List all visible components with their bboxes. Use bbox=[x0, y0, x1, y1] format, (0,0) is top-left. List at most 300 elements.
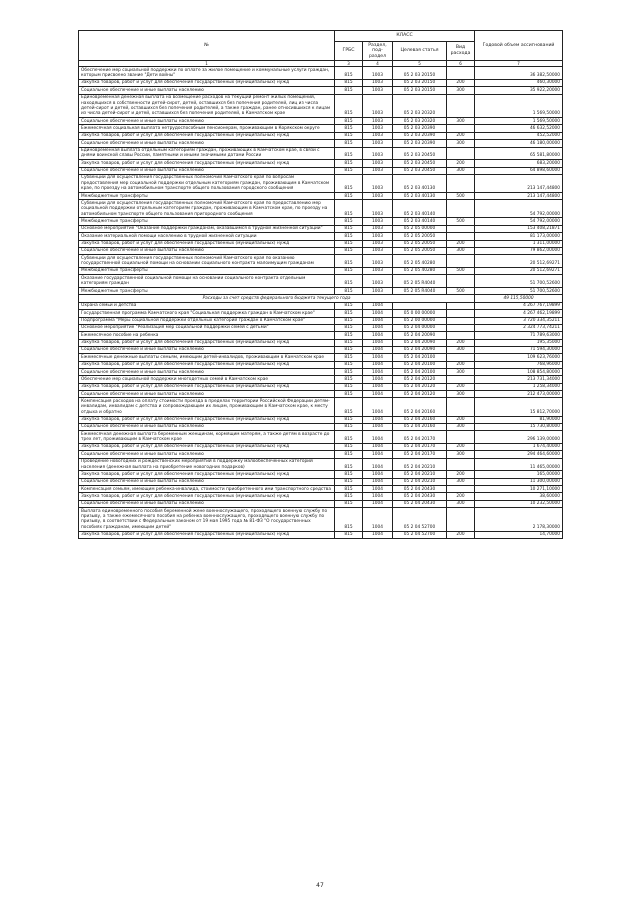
cell-name: Социальное обеспечение и иные выплаты населению bbox=[79, 478, 335, 485]
cell-target: 05 2 04 20100 bbox=[393, 369, 447, 376]
table-row bbox=[79, 94, 563, 117]
cell-target: 05 2 05 R4040 bbox=[393, 275, 447, 288]
cell-target: 05 2 03 20150 bbox=[393, 79, 447, 86]
table-row bbox=[79, 247, 563, 254]
cell-expense-type: 500 bbox=[447, 218, 475, 225]
cell-expense-type bbox=[447, 324, 475, 331]
cell-name: Закупка товаров, работ и услуг для обеспечения государственных (муниципальных) нужд bbox=[79, 443, 335, 450]
cell-expense-type: 500 bbox=[447, 267, 475, 274]
cell-section: 1004 bbox=[363, 302, 393, 309]
cell-grbs: 815 bbox=[335, 339, 363, 346]
table-row bbox=[79, 458, 563, 471]
header-grbs: ГРБС bbox=[335, 42, 363, 61]
cell-amount: 213 147,44800 bbox=[475, 174, 563, 192]
cell-section: 1004 bbox=[363, 416, 393, 423]
table-row bbox=[79, 255, 563, 268]
cell-section: 1004 bbox=[363, 376, 393, 383]
cell-section: 1004 bbox=[363, 391, 393, 398]
cell-target: 05 2 00 00000 bbox=[393, 317, 447, 324]
cell-expense-type bbox=[447, 94, 475, 117]
cell-name: Межбюджетные трансферты bbox=[79, 288, 335, 295]
cell-expense-type: 300 bbox=[447, 478, 475, 485]
table-subtotal-row bbox=[79, 295, 563, 302]
cell-amount: 213 147,44800 bbox=[475, 193, 563, 200]
cell-name: Обеспечение мер социальной поддержки по оплате за жилое помещение и коммунальные услуги граждан, которым присвоено звание "Дети войны" bbox=[79, 67, 335, 80]
cell-target: 05 2 04 20430 bbox=[393, 493, 447, 500]
cell-target: 05 2 03 20390 bbox=[393, 132, 447, 139]
cell-expense-type: 200 bbox=[447, 531, 475, 538]
cell-grbs: 815 bbox=[335, 118, 363, 125]
cell-section: 1003 bbox=[363, 132, 393, 139]
table-row bbox=[79, 132, 563, 139]
cell-expense-type: 200 bbox=[447, 416, 475, 423]
cell-target: 05 2 03 20150 bbox=[393, 67, 447, 80]
table-row bbox=[79, 486, 563, 493]
cell-section: 1004 bbox=[363, 354, 393, 361]
header-code-group: КЛАСС bbox=[335, 31, 475, 42]
cell-target: 05 2 04 20160 bbox=[393, 416, 447, 423]
table-row bbox=[79, 451, 563, 458]
table-row bbox=[79, 125, 563, 132]
cell-grbs: 815 bbox=[335, 193, 363, 200]
cell-target: 05 2 04 20430 bbox=[393, 486, 447, 493]
cell-expense-type bbox=[447, 317, 475, 324]
table-row bbox=[79, 79, 563, 86]
cell-amount: 49 115,50000 bbox=[475, 295, 563, 302]
table-body bbox=[79, 67, 563, 539]
cell-name: Компенсация расходов на оплату стоимости проезда в пределах территории Российской Федерации детям-инвалидам, инвалидам с детства и сопровождающим их лицам, проживающим в Камчатском крае, к месту отдыха и обратно bbox=[79, 398, 335, 416]
cell-expense-type: 200 bbox=[447, 160, 475, 167]
cell-target: 05 2 04 20100 bbox=[393, 361, 447, 368]
table-row bbox=[79, 391, 563, 398]
table-row bbox=[79, 275, 563, 288]
cell-target: 05 2 04 20430 bbox=[393, 500, 447, 507]
cell-target: 05 2 03 40140 bbox=[393, 218, 447, 225]
cell-expense-type: 200 bbox=[447, 240, 475, 247]
cell-target: 05 2 05 40280 bbox=[393, 267, 447, 274]
cell-name: Компенсация семьям, имеющим ребенка-инвалида, стоимости приобретенного ими транспортного средства bbox=[79, 486, 335, 493]
cell-name: Закупка товаров, работ и услуг для обеспечения государственных (муниципальных) нужд bbox=[79, 240, 335, 247]
header-target: Целевая статья bbox=[393, 42, 447, 61]
cell-grbs: 815 bbox=[335, 174, 363, 192]
table-row bbox=[79, 317, 563, 324]
cell-expense-type bbox=[447, 431, 475, 444]
table-row bbox=[79, 225, 563, 232]
cell-grbs: 815 bbox=[335, 486, 363, 493]
table-row bbox=[79, 324, 563, 331]
cell-target: 05 2 05 20050 bbox=[393, 233, 447, 240]
cell-name: Социальное обеспечение и иные выплаты населению bbox=[79, 391, 335, 398]
cell-expense-type: 300 bbox=[447, 346, 475, 353]
cell-grbs: 815 bbox=[335, 125, 363, 132]
cell-target: 05 2 04 20120 bbox=[393, 376, 447, 383]
budget-table bbox=[78, 30, 563, 539]
cell-name: Закупка товаров, работ и услуг для обеспечения государственных (муниципальных) нужд bbox=[79, 531, 335, 538]
cell-section: 1003 bbox=[363, 167, 393, 174]
cell-amount: 81,90000 bbox=[475, 416, 563, 423]
cell-target: 05 2 04 20210 bbox=[393, 478, 447, 485]
cell-grbs: 815 bbox=[335, 376, 363, 383]
cell-name: Государственная программа Камчатского края "Социальная поддержка граждан в Камчатском крае" bbox=[79, 310, 335, 317]
table-row bbox=[79, 288, 563, 295]
cell-name: Межбюджетные трансферты bbox=[79, 193, 335, 200]
cell-target: 05 2 04 20160 bbox=[393, 398, 447, 416]
cell-expense-type: 200 bbox=[447, 339, 475, 346]
cell-target: 05 2 04 20090 bbox=[393, 346, 447, 353]
header-expense-type: Вид расхода bbox=[447, 42, 475, 61]
cell-expense-type: 200 bbox=[447, 383, 475, 390]
cell-section: 1004 bbox=[363, 398, 393, 416]
cell-section: 1004 bbox=[363, 310, 393, 317]
cell-name: Социальное обеспечение и иные выплаты населению bbox=[79, 167, 335, 174]
cell-grbs: 815 bbox=[335, 267, 363, 274]
cell-expense-type bbox=[447, 255, 475, 268]
table-row bbox=[79, 310, 563, 317]
table-row bbox=[79, 376, 563, 383]
cell-expense-type bbox=[447, 275, 475, 288]
cell-grbs: 815 bbox=[335, 310, 363, 317]
budget-table-frame bbox=[78, 30, 562, 539]
cell-target: 05 2 04 52700 bbox=[393, 508, 447, 531]
cell-target: 05 2 04 20090 bbox=[393, 339, 447, 346]
cell-grbs: 815 bbox=[335, 391, 363, 398]
table-row bbox=[79, 398, 563, 416]
cell-name: Межбюджетные трансферты bbox=[79, 267, 335, 274]
cell-grbs: 815 bbox=[335, 531, 363, 538]
cell-amount: 1 258,34000 bbox=[475, 383, 563, 390]
cell-grbs: 815 bbox=[335, 240, 363, 247]
table-row bbox=[79, 67, 563, 80]
table-row bbox=[79, 87, 563, 94]
table-row bbox=[79, 478, 563, 485]
cell-grbs: 815 bbox=[335, 233, 363, 240]
column-number: 7 bbox=[475, 61, 563, 67]
column-number: 1 bbox=[79, 61, 335, 67]
cell-target: 05 2 03 20150 bbox=[393, 87, 447, 94]
cell-target: 05 2 04 20210 bbox=[393, 458, 447, 471]
cell-amount: 36 382,50000 bbox=[475, 67, 563, 80]
cell-amount: 81 173,00000 bbox=[475, 233, 563, 240]
table-row bbox=[79, 332, 563, 339]
cell-expense-type: 300 bbox=[447, 247, 475, 254]
cell-section: 1003 bbox=[363, 160, 393, 167]
cell-target: 05 2 03 20450 bbox=[393, 167, 447, 174]
cell-grbs: 815 bbox=[335, 471, 363, 478]
cell-target: 05 2 03 40130 bbox=[393, 174, 447, 192]
cell-name: Социальное обеспечение и иные выплаты населению bbox=[79, 247, 335, 254]
cell-expense-type bbox=[447, 233, 475, 240]
cell-expense-type: 300 bbox=[447, 500, 475, 507]
column-number: 3 bbox=[335, 61, 363, 67]
cell-grbs: 815 bbox=[335, 451, 363, 458]
cell-name: Закупка товаров, работ и услуг для обеспечения государственных (муниципальных) нужд bbox=[79, 471, 335, 478]
cell-section: 1003 bbox=[363, 94, 393, 117]
cell-target: 05 2 04 20170 bbox=[393, 431, 447, 444]
cell-name: Социальное обеспечение и иные выплаты населению bbox=[79, 500, 335, 507]
cell-amount: 212 473,00000 bbox=[475, 391, 563, 398]
cell-expense-type: 500 bbox=[447, 288, 475, 295]
cell-note: Расходы за счет средств федерального бюджета текущего года bbox=[79, 295, 475, 302]
cell-amount: 4 267 462,19899 bbox=[475, 310, 563, 317]
cell-target: 05 2 04 20120 bbox=[393, 391, 447, 398]
cell-expense-type bbox=[447, 310, 475, 317]
cell-section: 1003 bbox=[363, 125, 393, 132]
table-row bbox=[79, 431, 563, 444]
table-row bbox=[79, 531, 563, 538]
table-row bbox=[79, 193, 563, 200]
table-row bbox=[79, 118, 563, 125]
cell-section: 1004 bbox=[363, 471, 393, 478]
cell-section: 1003 bbox=[363, 87, 393, 94]
cell-target bbox=[393, 302, 447, 309]
cell-expense-type: 200 bbox=[447, 132, 475, 139]
table-row bbox=[79, 233, 563, 240]
cell-name: Единовременная выплата отдельным категориям граждан, проживающих в Камчатском крае, в связи с днями воинской славы России, памятными и иными значимыми датами России bbox=[79, 147, 335, 160]
cell-target: 05 2 04 20100 bbox=[393, 354, 447, 361]
cell-amount: 213 731,34000 bbox=[475, 376, 563, 383]
cell-expense-type: 200 bbox=[447, 79, 475, 86]
cell-section: 1004 bbox=[363, 458, 393, 471]
table-row bbox=[79, 354, 563, 361]
cell-expense-type bbox=[447, 174, 475, 192]
table-row bbox=[79, 500, 563, 507]
cell-section: 1004 bbox=[363, 369, 393, 376]
cell-target: 05 2 04 20120 bbox=[393, 383, 447, 390]
table-row bbox=[79, 423, 563, 430]
cell-name: Закупка товаров, работ и услуг для обеспечения государственных (муниципальных) нужд bbox=[79, 132, 335, 139]
cell-expense-type: 300 bbox=[447, 118, 475, 125]
cell-name: Социальное обеспечение и иные выплаты населению bbox=[79, 87, 335, 94]
cell-expense-type: 300 bbox=[447, 451, 475, 458]
cell-name: Закупка товаров, работ и услуг для обеспечения государственных (муниципальных) нужд bbox=[79, 160, 335, 167]
cell-section: 1004 bbox=[363, 383, 393, 390]
cell-grbs: 815 bbox=[335, 508, 363, 531]
cell-grbs: 815 bbox=[335, 247, 363, 254]
column-number: 6 bbox=[447, 61, 475, 67]
cell-amount: 683,20000 bbox=[475, 160, 563, 167]
cell-amount: 195,35000 bbox=[475, 339, 563, 346]
cell-expense-type: 200 bbox=[447, 471, 475, 478]
table-row bbox=[79, 240, 563, 247]
cell-target: 05 2 04 20170 bbox=[393, 451, 447, 458]
cell-name: Субвенции для осуществления государственных полномочий Камчатского края по вопросам предоставления мер социальной поддержки отдельным категориям граждан, проживающим в Камчатском крае, по проезду на автомобильном транспорте общего пользования городского сообщения bbox=[79, 174, 335, 192]
cell-section: 1003 bbox=[363, 240, 393, 247]
cell-grbs: 815 bbox=[335, 79, 363, 86]
cell-amount: 51 700,52600 bbox=[475, 288, 563, 295]
cell-grbs: 815 bbox=[335, 500, 363, 507]
cell-expense-type bbox=[447, 332, 475, 339]
cell-expense-type bbox=[447, 458, 475, 471]
cell-amount: 35 922,20000 bbox=[475, 87, 563, 94]
cell-name: Ежемесячные денежные выплаты семьям, имеющим детей-инвалидов, проживающим в Камчатском крае bbox=[79, 354, 335, 361]
cell-amount: 460,30000 bbox=[475, 79, 563, 86]
cell-expense-type bbox=[447, 125, 475, 132]
cell-amount: 20 512,69271 bbox=[475, 267, 563, 274]
cell-expense-type bbox=[447, 67, 475, 80]
cell-section: 1004 bbox=[363, 508, 393, 531]
cell-section: 1003 bbox=[363, 193, 393, 200]
cell-amount: 51 700,52600 bbox=[475, 275, 563, 288]
cell-section: 1003 bbox=[363, 147, 393, 160]
cell-name: Охрана семьи и детства bbox=[79, 302, 335, 309]
column-number: 5 bbox=[393, 61, 447, 67]
page-number: 47 bbox=[316, 882, 324, 889]
cell-grbs: 815 bbox=[335, 369, 363, 376]
cell-name: Закупка товаров, работ и услуг для обеспечения государственных (муниципальных) нужд bbox=[79, 416, 335, 423]
cell-expense-type: 500 bbox=[447, 193, 475, 200]
cell-target: 05 2 05 20050 bbox=[393, 247, 447, 254]
cell-grbs: 815 bbox=[335, 443, 363, 450]
cell-section: 1004 bbox=[363, 493, 393, 500]
cell-grbs: 815 bbox=[335, 67, 363, 80]
cell-expense-type bbox=[447, 354, 475, 361]
cell-section: 1003 bbox=[363, 140, 393, 147]
cell-amount: 1 569,50000 bbox=[475, 118, 563, 125]
cell-name: Закупка товаров, работ и услуг для обеспечения государственных (муниципальных) нужд bbox=[79, 79, 335, 86]
cell-expense-type: 300 bbox=[447, 140, 475, 147]
table-row bbox=[79, 416, 563, 423]
cell-section: 1004 bbox=[363, 324, 393, 331]
cell-grbs: 815 bbox=[335, 431, 363, 444]
cell-amount: 65 581,80000 bbox=[475, 147, 563, 160]
cell-amount: 10 271,10000 bbox=[475, 486, 563, 493]
cell-name: Единовременная денежная выплата на возмещение расходов на текущий ремонт жилых помещений, находящихся в собственности детей-сирот, детей, оставшихся без попечения родителей, лиц из числа детей-сирот и детей, оставшихся без попечения родителей, а также граждан, ранее относившихся к лицам из числа детей-сирот и детей, оставшихся без попечения родителей, в Камчатском крае bbox=[79, 94, 335, 117]
cell-target: 05 2 03 40140 bbox=[393, 200, 447, 218]
cell-name: Обеспечение мер социальной поддержки многодетных семей в Камчатском крае bbox=[79, 376, 335, 383]
table-row bbox=[79, 369, 563, 376]
cell-name: Закупка товаров, работ и услуг для обеспечения государственных (муниципальных) нужд bbox=[79, 339, 335, 346]
cell-name: Социальное обеспечение и иные выплаты населению bbox=[79, 423, 335, 430]
cell-name: Социальное обеспечение и иные выплаты населению bbox=[79, 346, 335, 353]
cell-expense-type: 300 bbox=[447, 167, 475, 174]
cell-amount: 165,00000 bbox=[475, 471, 563, 478]
cell-expense-type bbox=[447, 508, 475, 531]
cell-grbs: 815 bbox=[335, 225, 363, 232]
cell-target: 05 2 05 20050 bbox=[393, 240, 447, 247]
cell-target: 05 2 03 20450 bbox=[393, 147, 447, 160]
cell-name: Ежемесячное пособие на ребенка bbox=[79, 332, 335, 339]
cell-target: 05 2 03 20450 bbox=[393, 160, 447, 167]
cell-name: Оказание материальной помощи населению в трудной жизненной ситуации bbox=[79, 233, 335, 240]
cell-grbs: 815 bbox=[335, 354, 363, 361]
cell-grbs: 815 bbox=[335, 218, 363, 225]
cell-grbs: 815 bbox=[335, 398, 363, 416]
cell-section: 1004 bbox=[363, 500, 393, 507]
cell-section: 1004 bbox=[363, 478, 393, 485]
cell-amount: 46 632,52000 bbox=[475, 125, 563, 132]
cell-name: Выплата единовременного пособия беременной жене военнослужащего, проходящего военную службу по призыву, а также ежемесячного пособия на ребенка военнослужащего, проходящего военную службу по призыву, в соответствии с Федеральным законом от 19 мая 1995 года № 81-ФЗ "О государственных пособиях гражданам, имеющим детей" bbox=[79, 508, 335, 531]
cell-amount: 14,70000 bbox=[475, 531, 563, 538]
cell-section: 1003 bbox=[363, 118, 393, 125]
table-row bbox=[79, 174, 563, 192]
cell-name: Социальное обеспечение и иные выплаты населению bbox=[79, 369, 335, 376]
cell-grbs: 815 bbox=[335, 167, 363, 174]
cell-name: Субвенции для осуществления государственных полномочий Камчатского края по предоставлению мер социальной поддержки отдельным категориям граждан, проживающим в Камчатском крае, по проезду на автомобильном транспорте общего пользования пригородного сообщения bbox=[79, 200, 335, 218]
cell-amount: 296 139,00000 bbox=[475, 431, 563, 444]
cell-section: 1003 bbox=[363, 67, 393, 80]
cell-grbs: 815 bbox=[335, 87, 363, 94]
cell-amount: 1 569,50000 bbox=[475, 94, 563, 117]
cell-expense-type bbox=[447, 302, 475, 309]
cell-name: Субвенции для осуществления государственных полномочий Камчатского края по оказанию государственной социальной помощи на основании социального контракта малоимущим гражданам bbox=[79, 255, 335, 268]
cell-amount: 71 789,63000 bbox=[475, 332, 563, 339]
cell-section: 1004 bbox=[363, 317, 393, 324]
cell-name: Закупка товаров, работ и услуг для обеспечения государственных (муниципальных) нужд bbox=[79, 383, 335, 390]
cell-amount: 11 300,00000 bbox=[475, 478, 563, 485]
cell-section: 1004 bbox=[363, 431, 393, 444]
header-amount: Годовой объем ассигнований bbox=[475, 31, 563, 61]
cell-section: 1003 bbox=[363, 225, 393, 232]
cell-amount: 64 898,60000 bbox=[475, 167, 563, 174]
cell-amount: 20 512,69271 bbox=[475, 255, 563, 268]
cell-section: 1003 bbox=[363, 267, 393, 274]
cell-amount: 46 180,00000 bbox=[475, 140, 563, 147]
header-section: Раздел, под-раздел bbox=[363, 42, 393, 61]
cell-target: 05 2 05 00000 bbox=[393, 225, 447, 232]
cell-grbs: 815 bbox=[335, 147, 363, 160]
cell-section: 1003 bbox=[363, 200, 393, 218]
cell-grbs: 815 bbox=[335, 361, 363, 368]
cell-section: 1004 bbox=[363, 361, 393, 368]
cell-expense-type: 300 bbox=[447, 391, 475, 398]
cell-section: 1004 bbox=[363, 451, 393, 458]
cell-section: 1003 bbox=[363, 79, 393, 86]
cell-section: 1003 bbox=[363, 218, 393, 225]
cell-grbs: 815 bbox=[335, 132, 363, 139]
column-number: 4 bbox=[363, 61, 393, 67]
cell-target: 05 2 04 00000 bbox=[393, 324, 447, 331]
cell-target: 05 2 03 20320 bbox=[393, 118, 447, 125]
cell-target: 05 2 04 20160 bbox=[393, 423, 447, 430]
cell-target: 05 2 04 20090 bbox=[393, 332, 447, 339]
cell-expense-type bbox=[447, 147, 475, 160]
cell-name: Закупка товаров, работ и услуг для обеспечения государственных (муниципальных) нужд bbox=[79, 361, 335, 368]
cell-amount: 38,60000 bbox=[475, 493, 563, 500]
table-row bbox=[79, 200, 563, 218]
cell-name: Закупка товаров, работ и услуг для обеспечения государственных (муниципальных) нужд bbox=[79, 493, 335, 500]
table-row bbox=[79, 302, 563, 309]
cell-grbs: 815 bbox=[335, 332, 363, 339]
table-row bbox=[79, 167, 563, 174]
cell-grbs: 815 bbox=[335, 275, 363, 288]
cell-amount: 11 465,00000 bbox=[475, 458, 563, 471]
cell-target: 05 2 05 40280 bbox=[393, 255, 447, 268]
cell-grbs: 815 bbox=[335, 493, 363, 500]
cell-expense-type bbox=[447, 486, 475, 493]
cell-expense-type: 300 bbox=[447, 423, 475, 430]
cell-grbs: 815 bbox=[335, 416, 363, 423]
cell-name: Социальное обеспечение и иные выплаты населению bbox=[79, 451, 335, 458]
cell-grbs: 815 bbox=[335, 288, 363, 295]
cell-expense-type: 300 bbox=[447, 87, 475, 94]
cell-name: Ежемесячная денежная выплата беременным женщинам, кормящим матерям, а также детям в возрасте до трех лет, проживающим в Камчатском крае bbox=[79, 431, 335, 444]
table-row bbox=[79, 508, 563, 531]
cell-amount: 54 792,00000 bbox=[475, 200, 563, 218]
cell-name: Ежемесячная социальная выплата нетрудоспособным пенсионерам, проживающим в Корякском округе bbox=[79, 125, 335, 132]
table-row bbox=[79, 361, 563, 368]
cell-section: 1003 bbox=[363, 275, 393, 288]
cell-target: 05 2 03 20320 bbox=[393, 94, 447, 117]
cell-target: 05 0 00 00000 bbox=[393, 310, 447, 317]
cell-section: 1004 bbox=[363, 423, 393, 430]
cell-amount: 4 267 767,19899 bbox=[475, 302, 563, 309]
cell-amount: 452,52000 bbox=[475, 132, 563, 139]
cell-section: 1003 bbox=[363, 233, 393, 240]
cell-section: 1004 bbox=[363, 346, 393, 353]
cell-amount: 294 464,60000 bbox=[475, 451, 563, 458]
cell-name: Социальное обеспечение и иные выплаты населению bbox=[79, 140, 335, 147]
cell-target: 05 2 04 20170 bbox=[393, 443, 447, 450]
